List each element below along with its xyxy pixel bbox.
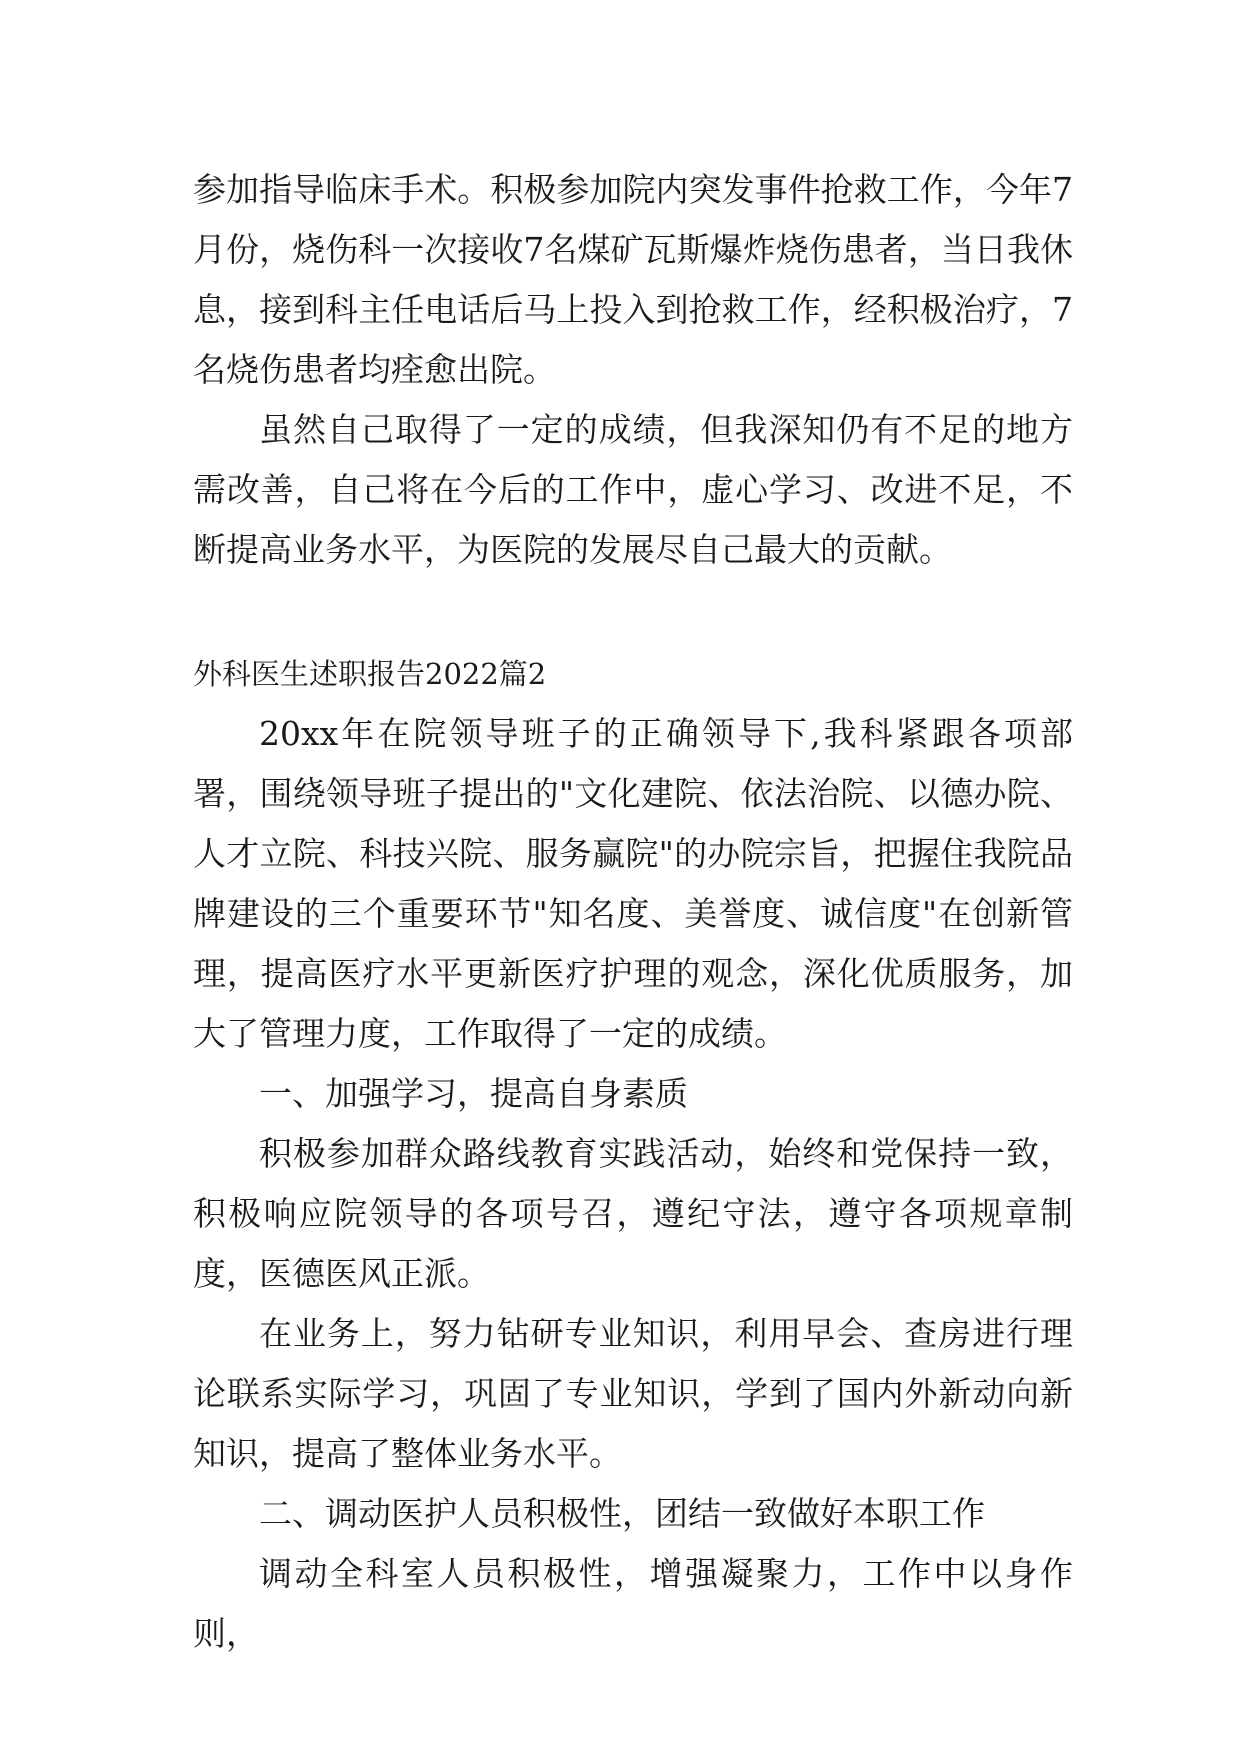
heading-motivate-staff: 二、调动医护人员积极性，团结一致做好本职工作 bbox=[259, 1494, 985, 1533]
heading-study: 一、加强学习，提高自身素质 bbox=[259, 1074, 688, 1113]
paragraph-intro: 20xx年在院领导班子的正确领导下,我科紧跟各项部署，围绕领导班子提出的"文化建院、依法治院、以德办院、人才立院、科技兴院、服务赢院"的办院宗旨，把握住我院品牌建设的三个重要环节"知名度、美誉度、诚信度"在创新管理，提高医疗水平更新医疗护理的观念，深化优质服务，加大了管理力度，工作取得了一定的成绩。 bbox=[193, 714, 1073, 1053]
document-body bbox=[193, 160, 1073, 1664]
paragraph-surgery-participation: 参加指导临床手术。积极参加院内突发事件抢救工作，今年7月份，烧伤科一次接收7名煤矿瓦斯爆炸烧伤患者，当日我休息，接到科主任电话后马上投入到抢救工作，经积极治疗，7名烧伤患者均痊愈出院。 bbox=[193, 170, 1073, 389]
paragraph-motivate-staff: 调动全科室人员积极性，增强凝聚力，工作中以身作则， bbox=[193, 1554, 1073, 1653]
paragraph-practice-activity: 积极参加群众路线教育实践活动，始终和党保持一致，积极响应院领导的各项号召，遵纪守法，遵守各项规章制度，医德医风正派。 bbox=[193, 1134, 1073, 1293]
section-title: 外科医生述职报告2022篇2 bbox=[193, 657, 547, 691]
paragraph-self-assessment: 虽然自己取得了一定的成绩，但我深知仍有不足的地方需改善，自己将在今后的工作中，虚心学习、改进不足，不断提高业务水平，为医院的发展尽自己最大的贡献。 bbox=[193, 410, 1073, 569]
paragraph-professional-study: 在业务上，努力钻研专业知识，利用早会、查房进行理论联系实际学习，巩固了专业知识，学到了国内外新动向新知识，提高了整体业务水平。 bbox=[193, 1314, 1073, 1473]
